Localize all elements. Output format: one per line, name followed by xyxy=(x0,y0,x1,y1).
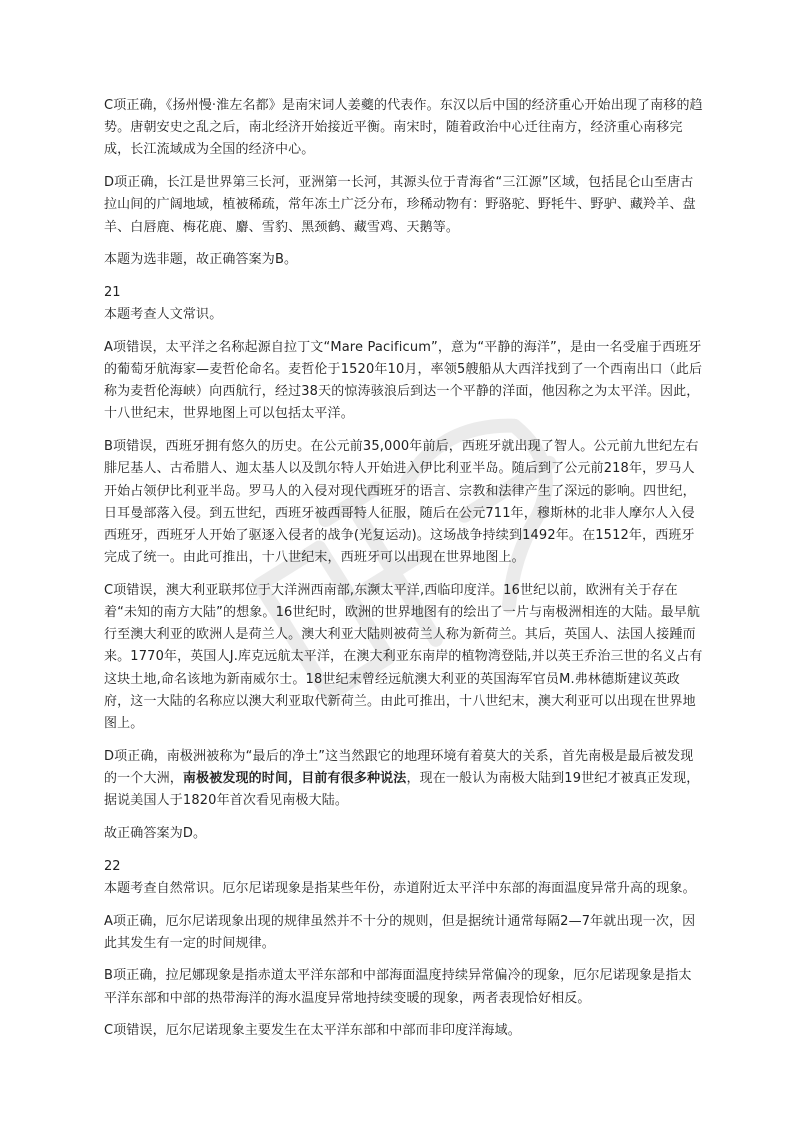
q21-option-d xyxy=(104,746,704,813)
q21-answer: 故正确答案为D。 xyxy=(104,825,207,841)
q20-answer: 本题为选非题，故正确答案为B。 xyxy=(104,252,298,268)
q21-intro: 本题考查人文常识。 xyxy=(104,307,223,323)
q22-option-c: C项错误，厄尔尼诺现象主要发生在太平洋东部和中部而非印度洋海域。 xyxy=(104,1023,521,1039)
q21-option-d-tail: ，现在一般认为南极大陆到19世纪才被真正发现，据说美国人于1820年首次看见南极大陆。 xyxy=(104,770,700,809)
q22-option-a: A项正确，厄尔尼诺现象出现的规律虽然并不十分的规则，但是据统计通常每隔2—7年就出现一次，因此其发生有一定的时间规律。 xyxy=(104,913,696,951)
q22-number: 22 xyxy=(104,858,121,874)
q21-option-b: B项错误，西班牙拥有悠久的历史。在公元前35,000年前后，西班牙就出现了智人。公元前九世纪左右腓尼基人、古希腊人、迦太基人以及凯尔特人开始进入伊比利亚半岛。随后到了公元前218年，罗马人开始占领伊比利亚半岛。罗马人的入侵对现代西班牙的语言、宗教和法律产生了深远的影响。四世纪，日耳曼部落入侵。到五世纪，西班牙被西哥特人征服，随后在公元711年，穆斯林的北非人摩尔人入侵西班牙，西班牙人开始了驱逐入侵者的战争(光复运动)。这场战争持续到1492年。在1512年，西班牙完成了统一。由此可推出，十八世纪末，西班牙可以出现在世界地图上。 xyxy=(104,439,699,566)
q21-option-d-text: D项正确，南极洲被称为“最后的净土”这当然跟它的地理环境有着莫大的关系，首先南极是最后被发现的一个大洲， xyxy=(104,748,694,786)
document-page xyxy=(104,95,704,1053)
q21-option-a: A项错误，太平洋之名称起源自拉丁文“Mare Pacificum”，意为“平静的海洋”，是由一名受雇于西班牙的葡萄牙航海家—麦哲伦命名。麦哲伦于1520年10月，率领5艘船从大西洋找到了一个西南出口（此后称为麦哲伦海峡）向西航行，经过38天的惊涛骇浪后到达一个平静的洋面，他因称之为太平洋。因此，十八世纪末，世界地图上可以包括太平洋。 xyxy=(104,339,703,422)
q21-option-c: C项错误，澳大利亚联邦位于大洋洲西南部,东濒太平洋,西临印度洋。16世纪以前，欧洲有关于存在着“未知的南方大陆”的想象。16世纪时，欧洲的世界地图有的绘出了一片与南极洲相连的大陆。最早航行至澳大利亚的欧洲人是荷兰人。澳大利亚大陆则被荷兰人称为新荷兰。其后，英国人、法国人接踵而来。1770年，英国人J.库克远航太平洋，在澳大利亚东南岸的植物湾登陆,并以英王乔治三世的名义占有这块土地,命名该地为新南威尔士。18世纪末曾经远航澳大利亚的英国海军官员M.弗林德斯建议英政府，这一大陆的名称应以澳大利亚取代新荷兰。由此可推出，十八世纪末，澳大利亚可以出现在世界地图上。 xyxy=(104,582,703,732)
q22-intro: 本题考查自然常识。厄尔尼诺现象是指某些年份，赤道附近太平洋中东部的海面温度异常升高的现象。 xyxy=(104,880,696,896)
q22-option-b: B项正确，拉尼娜现象是指赤道太平洋东部和中部海面温度持续异常偏冷的现象，厄尔尼诺现象是指太平洋东部和中部的热带海洋的海水温度异常地持续变暖的现象，两者表现恰好相反。 xyxy=(104,968,692,1006)
q20-option-d: D项正确，长江是世界第三长河，亚洲第一长河，其源头位于青海省“三江源”区域，包括昆仑山至唐古拉山间的广阔地域，植被稀疏，常年冻土广泛分布，珍稀动物有：野骆驼、野牦牛、野驴、藏羚羊、盘羊、白唇鹿、梅花鹿、麝、雪豹、黑颈鹤、藏雪鸡、天鹅等。 xyxy=(104,175,696,235)
q21-option-d-bold: 南极被发现的时间，目前有很多种说法 xyxy=(182,770,407,786)
q21-number: 21 xyxy=(104,284,121,300)
q20-option-c: C项正确，《扬州慢·淮左名都》是南宋词人姜夔的代表作。东汉以后中国的经济重心开始出现了南移的趋势。唐朝安史之乱之后，南北经济开始接近平衡。南宋时，随着政治中心迁往南方，经济重心南移完成，长江流域成为全国的经济中心。 xyxy=(104,98,703,158)
